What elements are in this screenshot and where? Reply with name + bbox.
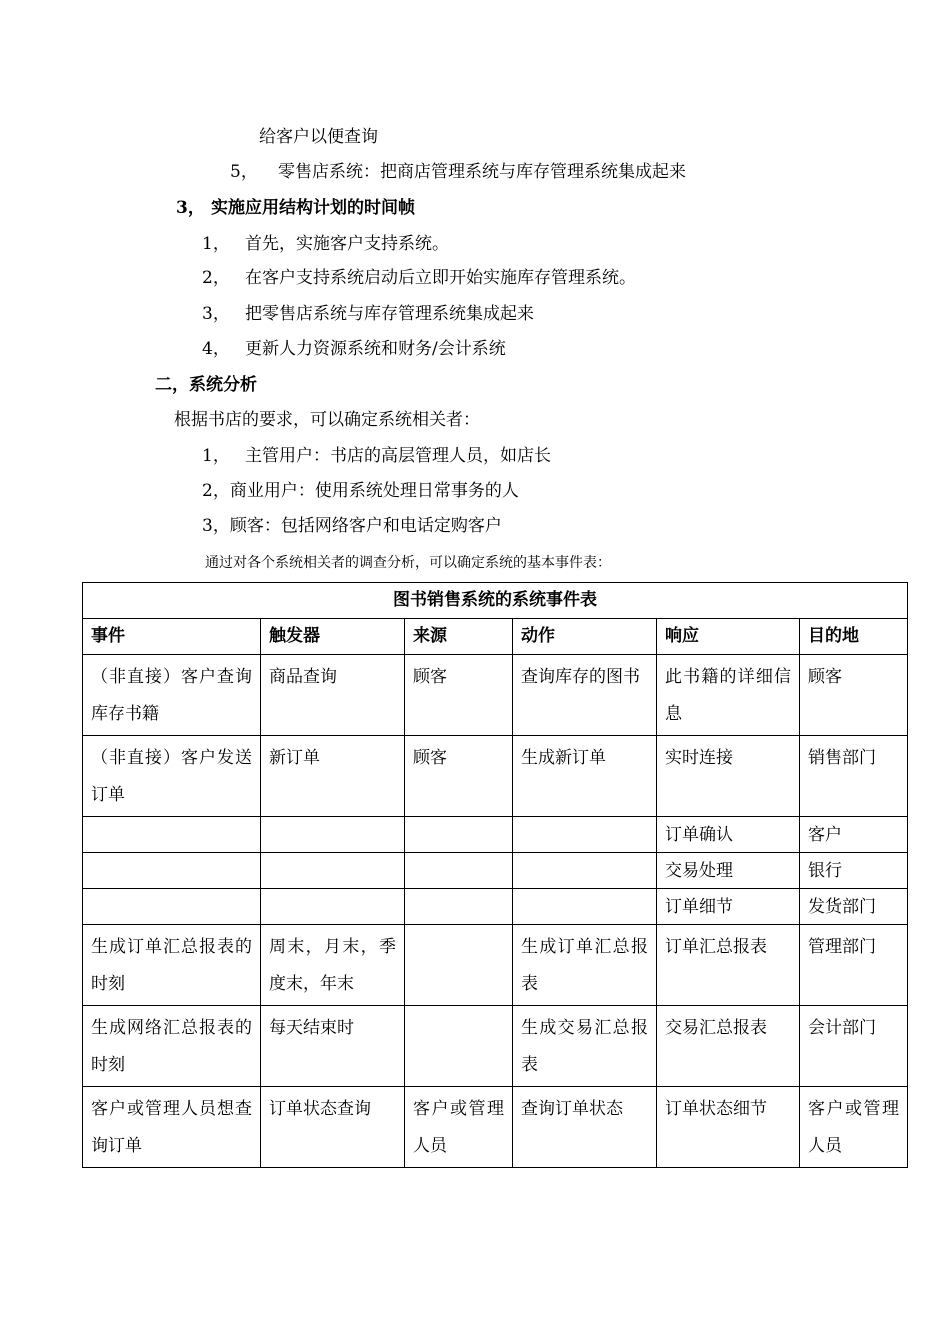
stakeholder-2-text: 2，商业用户：使用系统处理日常事务的人 (202, 481, 519, 501)
timeline-3-text: 把零售店系统与库存管理系统集成起来 (245, 304, 534, 324)
stakeholder-1-text: 主管用户：书店的高层管理人员，如店长 (245, 446, 551, 466)
table-cell (83, 817, 261, 853)
table-cell: 生成新订单 (513, 736, 657, 817)
continuation-line: 给客户以便查询 (259, 127, 378, 147)
table-cell: 订单确认 (657, 817, 800, 853)
table-cell (83, 889, 261, 925)
table-cell (261, 889, 405, 925)
table-cell: 管理部门 (800, 925, 908, 1006)
table-header-row (83, 619, 908, 655)
table-cell (513, 817, 657, 853)
table-cell: 生成订单汇总报表的时刻 (83, 925, 261, 1006)
table-cell: 银行 (800, 853, 908, 889)
table-row (83, 925, 908, 1006)
timeline-2-text: 在客户支持系统启动后立即开始实施库存管理系统。 (245, 268, 636, 288)
table-cell: 客户或管理人员 (405, 1087, 513, 1168)
event-table (82, 582, 908, 1168)
timeline-4-number: 4， (202, 339, 230, 359)
table-row (83, 853, 908, 889)
table-cell: 交易处理 (657, 853, 800, 889)
column-header: 触发器 (261, 619, 405, 655)
timeline-2-number: 2， (202, 268, 230, 288)
table-cell: 商品查询 (261, 655, 405, 736)
table-cell (83, 853, 261, 889)
table-cell: 周末，月末，季度末，年末 (261, 925, 405, 1006)
table-cell: 生成网络汇总报表的时刻 (83, 1006, 261, 1087)
column-header: 动作 (513, 619, 657, 655)
table-cell (405, 853, 513, 889)
section-2-title: 二，系统分析 (155, 375, 257, 395)
table-row (83, 736, 908, 817)
table-cell: 此书籍的详细信息 (657, 655, 800, 736)
table-cell: 查询库存的图书 (513, 655, 657, 736)
table-cell: 顾客 (800, 655, 908, 736)
table-cell: 订单细节 (657, 889, 800, 925)
table-cell (405, 1006, 513, 1087)
table-cell: 新订单 (261, 736, 405, 817)
table-row (83, 1006, 908, 1087)
table-cell: 订单状态细节 (657, 1087, 800, 1168)
table-title-row (83, 583, 908, 619)
timeline-1-number: 1， (202, 234, 230, 254)
stakeholder-1-number: 1， (202, 446, 230, 466)
item-5-number: 5， (230, 162, 258, 182)
table-row (83, 889, 908, 925)
table-row (83, 655, 908, 736)
table-intro: 通过对各个系统相关者的调查分析，可以确定系统的基本事件表： (205, 555, 611, 571)
table-cell (405, 817, 513, 853)
column-header: 事件 (83, 619, 261, 655)
table-cell: 实时连接 (657, 736, 800, 817)
stakeholder-intro: 根据书店的要求，可以确定系统相关者： (174, 410, 480, 430)
column-header: 来源 (405, 619, 513, 655)
stakeholder-3-text: 3，顾客：包括网络客户和电话定购客户 (202, 516, 502, 536)
item-5-text: 零售店系统：把商店管理系统与库存管理系统集成起来 (278, 162, 686, 182)
table-cell (261, 853, 405, 889)
table-cell: 客户 (800, 817, 908, 853)
timeline-3-number: 3， (202, 304, 230, 324)
table-cell: 顾客 (405, 736, 513, 817)
table-cell: 发货部门 (800, 889, 908, 925)
table-row (83, 817, 908, 853)
table-cell: 生成订单汇总报表 (513, 925, 657, 1006)
table-cell (405, 925, 513, 1006)
column-header: 目的地 (800, 619, 908, 655)
table-cell (513, 889, 657, 925)
table-cell: 订单汇总报表 (657, 925, 800, 1006)
section-3-title: 实施应用结构计划的时间帧 (211, 198, 415, 218)
table-cell: 会计部门 (800, 1006, 908, 1087)
table-cell: 订单状态查询 (261, 1087, 405, 1168)
table-cell: 每天结束时 (261, 1006, 405, 1087)
table-cell: （非直接）客户查询库存书籍 (83, 655, 261, 736)
column-header: 响应 (657, 619, 800, 655)
table-cell: 查询订单状态 (513, 1087, 657, 1168)
table-row (83, 1087, 908, 1168)
table-cell: 客户或管理人员 (800, 1087, 908, 1168)
table-cell: 销售部门 (800, 736, 908, 817)
table-cell (261, 817, 405, 853)
table-cell: 客户或管理人员想查询订单 (83, 1087, 261, 1168)
table-cell: （非直接）客户发送订单 (83, 736, 261, 817)
timeline-4-text: 更新人力资源系统和财务/会计系统 (245, 339, 506, 359)
table-cell: 顾客 (405, 655, 513, 736)
section-3-number: 3， (176, 198, 205, 218)
table-title: 图书销售系统的系统事件表 (83, 583, 908, 619)
table-cell (513, 853, 657, 889)
table-cell: 生成交易汇总报表 (513, 1006, 657, 1087)
table-cell (405, 889, 513, 925)
timeline-1-text: 首先，实施客户支持系统。 (245, 234, 449, 254)
table-cell: 交易汇总报表 (657, 1006, 800, 1087)
